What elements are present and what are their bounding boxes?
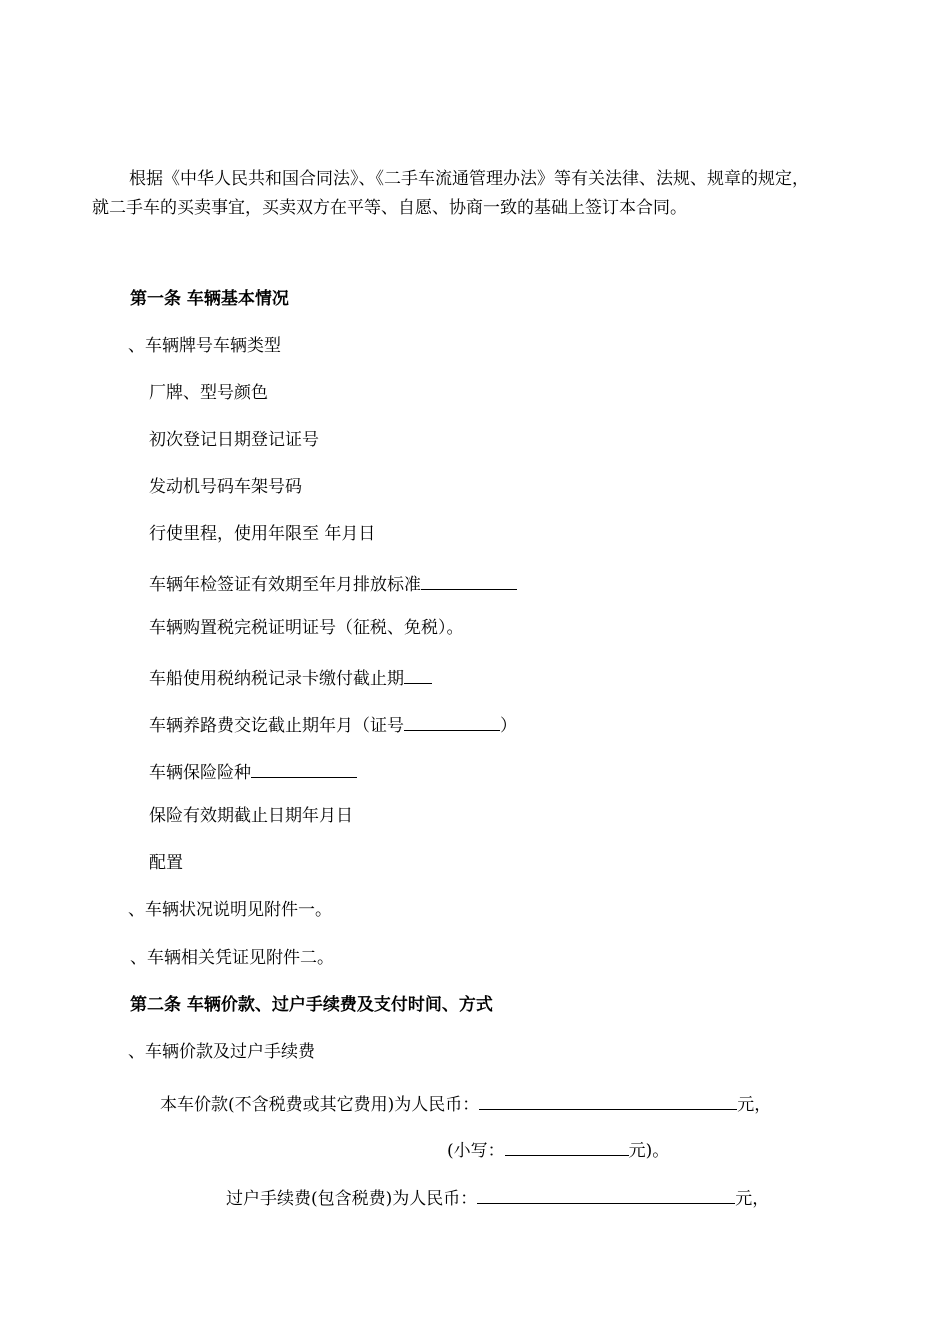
vessel-tax-line xyxy=(149,667,432,688)
registration-line: 初次登记日期登记证号 xyxy=(149,430,319,450)
road-fee-cert-blank xyxy=(404,714,500,731)
vehicle-price-unit: 元， xyxy=(737,1095,772,1115)
road-fee-line xyxy=(149,714,517,735)
insurance-type-label: 车辆保险险种 xyxy=(149,763,251,783)
transfer-fee-line xyxy=(226,1187,769,1208)
vehicle-price-small-close: 元)。 xyxy=(628,1141,670,1161)
intro-line-1: 根据《中华人民共和国合同法》、《二手车流通管理办法》等有关法律、法规、规章的规定， xyxy=(129,169,809,189)
vehicle-price-small-open: (小写： xyxy=(447,1141,505,1161)
brand-model-line: 厂牌、型号颜色 xyxy=(149,383,268,403)
vehicle-price-small-blank xyxy=(505,1139,629,1156)
article-1-heading: 第一条 车辆基本情况 xyxy=(130,289,289,309)
insurance-type-line xyxy=(149,761,357,782)
article-1-item-3: 、车辆相关凭证见附件二。 xyxy=(130,948,334,968)
inspection-line xyxy=(149,573,517,594)
article-2-item-1: 、车辆价款及过户手续费 xyxy=(128,1042,315,1062)
article-2-heading: 第二条 车辆价款、过户手续费及支付时间、方式 xyxy=(130,995,493,1015)
vehicle-price-blank xyxy=(479,1093,737,1110)
intro-line-2: 就二手车的买卖事宜，买卖双方在平等、自愿、协商一致的基础上签订本合同。 xyxy=(92,198,687,218)
insurance-expiry-line: 保险有效期截止日期年月日 xyxy=(149,806,353,826)
vehicle-price-label: 本车价款(不含税费或其它费用)为人民币： xyxy=(160,1095,480,1115)
transfer-fee-unit: 元， xyxy=(735,1189,770,1209)
insurance-type-blank xyxy=(251,761,357,778)
road-fee-label: 车辆养路费交讫截止期年月（证号 xyxy=(149,716,404,736)
road-fee-close: ） xyxy=(500,716,517,736)
emission-standard-blank xyxy=(421,573,517,590)
inspection-label: 车辆年检签证有效期至年月排放标准 xyxy=(149,575,421,595)
article-1-item-2: 、车辆状况说明见附件一。 xyxy=(128,900,332,920)
vessel-tax-label: 车船使用税纳税记录卡缴付截止期 xyxy=(149,669,404,689)
vessel-tax-blank xyxy=(404,667,432,684)
purchase-tax-line: 车辆购置税完税证明证号（征税、免税）。 xyxy=(149,618,464,638)
transfer-fee-label: 过户手续费(包含税费)为人民币： xyxy=(226,1189,478,1209)
transfer-fee-blank xyxy=(477,1187,735,1204)
config-line: 配置 xyxy=(149,853,183,873)
vehicle-price-line xyxy=(160,1093,771,1114)
mileage-line: 行使里程，使用年限至 年月日 xyxy=(149,524,376,544)
article-1-item-1: 、车辆牌号车辆类型 xyxy=(128,336,281,356)
engine-line: 发动机号码车架号码 xyxy=(149,477,302,497)
vehicle-price-small-line xyxy=(447,1139,669,1160)
